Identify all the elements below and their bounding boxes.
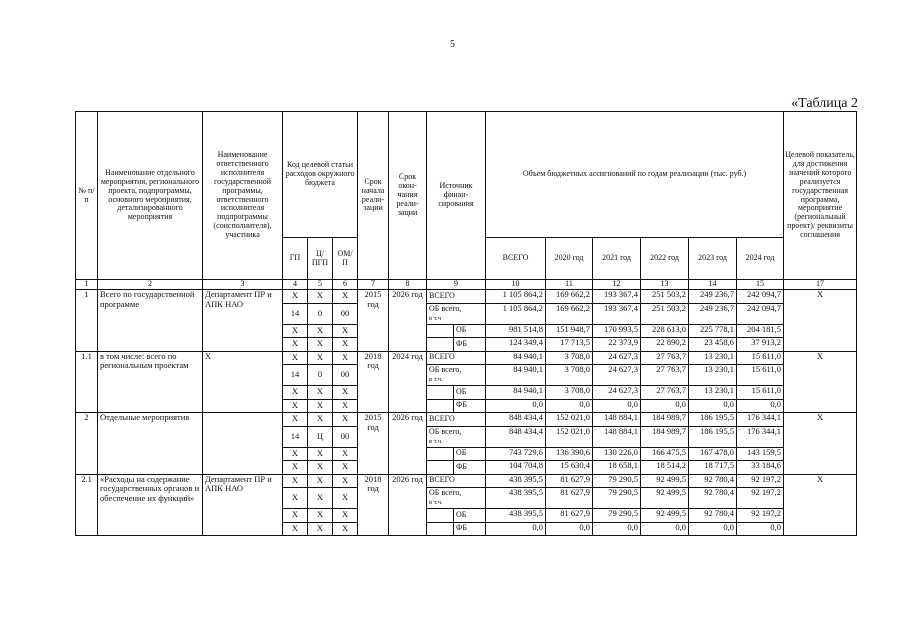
value-cell: 1 105 864,2 [486, 303, 546, 324]
row-name-cell: в том числе: всего по региональным проектам [98, 351, 203, 413]
header-end: Срок окон-чания реали-зации [389, 112, 427, 280]
end-year-cell: 2026 год [389, 474, 427, 536]
column-number: 11 [546, 280, 593, 290]
source-cell: ОБ [454, 324, 486, 338]
column-number: 6 [333, 280, 358, 290]
value-cell: 3 708,0 [546, 365, 593, 386]
code-om-cell: 00 [333, 303, 358, 324]
value-cell: 84 940,1 [486, 365, 546, 386]
header-start: Срок начала реали-зации [358, 112, 389, 280]
column-number: 8 [389, 280, 427, 290]
column-number: 17 [784, 280, 857, 290]
code-c-cell: Х [308, 324, 333, 338]
value-cell: 166 475,5 [641, 447, 689, 461]
value-cell: 249 236,7 [689, 290, 737, 304]
code-gp-cell: Х [283, 447, 308, 461]
row-executor-cell: Департамент ПР и АПК НАО [203, 474, 283, 536]
code-c-cell: Х [308, 290, 333, 304]
source-cell [427, 488, 486, 509]
value-cell: 18 658,1 [593, 461, 641, 475]
header-code-om: ОМ/ П [333, 238, 358, 280]
source-indent-cell [427, 509, 454, 523]
value-cell: 81 627,9 [546, 509, 593, 523]
code-gp-cell: Х [283, 461, 308, 475]
code-gp-cell: Х [283, 399, 308, 413]
value-cell: 148 884,1 [593, 426, 641, 447]
value-cell: 981 514,8 [486, 324, 546, 338]
start-year-cell: 2015 год [358, 290, 389, 352]
header-year-2020: 2020 год [546, 238, 593, 280]
code-om-cell: Х [333, 461, 358, 475]
value-cell: 18 717,5 [689, 461, 737, 475]
value-cell: 152 021,0 [546, 426, 593, 447]
value-cell: 22 373,9 [593, 338, 641, 352]
code-gp-cell: Х [283, 474, 308, 488]
code-c-cell: Х [308, 447, 333, 461]
code-om-cell: 00 [333, 426, 358, 447]
value-cell: 92 780,4 [689, 488, 737, 509]
header-code-gp: ГП [283, 238, 308, 280]
value-cell: 130 226,0 [593, 447, 641, 461]
budget-table [75, 111, 857, 536]
value-cell: 743 729,6 [486, 447, 546, 461]
column-number: 4 [283, 280, 308, 290]
row-number-cell: 1 [76, 290, 98, 352]
value-cell: 13 230,1 [689, 386, 737, 400]
header-year-2021: 2021 год [593, 238, 641, 280]
header-code-c: Ц/ ПГП [308, 238, 333, 280]
row-name-cell: «Расходы на содержание государственных органов и обеспечение их функций» [98, 474, 203, 536]
value-cell: 438 395,5 [486, 488, 546, 509]
value-cell: 0,0 [689, 522, 737, 536]
row-executor-cell: Х [203, 351, 283, 413]
code-gp-cell: 14 [283, 365, 308, 386]
value-cell: 92 499,5 [641, 509, 689, 523]
source-cell [427, 351, 486, 365]
source-sublabel: в т.ч. [429, 499, 443, 506]
value-cell: 0,0 [593, 399, 641, 413]
value-cell: 170 993,5 [593, 324, 641, 338]
value-cell: 84 940,1 [486, 351, 546, 365]
row-executor-cell: Департамент ПР и АПК НАО [203, 290, 283, 352]
row-number-cell: 2.1 [76, 474, 98, 536]
value-cell: 13 230,1 [689, 351, 737, 365]
value-cell: 184 989,7 [641, 426, 689, 447]
source-indent-cell [427, 461, 454, 475]
value-cell: 22 890,2 [641, 338, 689, 352]
value-cell: 23 458,6 [689, 338, 737, 352]
value-cell: 15 630,4 [546, 461, 593, 475]
value-cell: 92 780,4 [689, 509, 737, 523]
code-om-cell: Х [333, 399, 358, 413]
source-cell [427, 290, 486, 304]
code-om-cell: Х [333, 338, 358, 352]
value-cell: 92 499,5 [641, 488, 689, 509]
code-om-cell: Х [333, 474, 358, 488]
table-caption: «Таблица 2 [791, 96, 858, 111]
value-cell: 24 627,3 [593, 365, 641, 386]
value-cell: 79 290,5 [593, 509, 641, 523]
value-cell: 438 395,5 [486, 509, 546, 523]
end-year-cell: 2024 год [389, 351, 427, 413]
value-cell: 81 627,9 [546, 474, 593, 488]
source-label: ВСЕГО [429, 352, 455, 362]
code-gp-cell: Х [283, 509, 308, 523]
source-cell: ФБ [454, 461, 486, 475]
value-cell: 0,0 [737, 522, 784, 536]
code-gp-cell: Х [283, 290, 308, 304]
code-gp-cell: Х [283, 351, 308, 365]
end-year-cell: 2026 год [389, 413, 427, 475]
column-number: 15 [737, 280, 784, 290]
code-gp-cell: Х [283, 338, 308, 352]
header-code: Код целевой статьи расходов окружного бюджета [283, 112, 358, 238]
code-c-cell: Х [308, 399, 333, 413]
value-cell: 92 197,2 [737, 509, 784, 523]
header-year-2024: 2024 год [737, 238, 784, 280]
value-cell: 0,0 [641, 399, 689, 413]
value-cell: 13 230,1 [689, 365, 737, 386]
source-label: ВСЕГО [429, 475, 455, 485]
row-number-cell: 1.1 [76, 351, 98, 413]
source-cell [427, 365, 486, 386]
value-cell: 848 434,4 [486, 413, 546, 427]
value-cell: 186 195,5 [689, 426, 737, 447]
value-cell: 24 627,3 [593, 351, 641, 365]
source-cell [427, 303, 486, 324]
source-cell: ФБ [454, 522, 486, 536]
row-executor-cell [203, 413, 283, 475]
column-number: 10 [486, 280, 546, 290]
header-source: Источник финан-сирования [427, 112, 486, 280]
code-om-cell: Х [333, 324, 358, 338]
value-cell: 193 367,4 [593, 303, 641, 324]
source-cell: ОБ [454, 509, 486, 523]
value-cell: 242 094,7 [737, 290, 784, 304]
column-number: 2 [98, 280, 203, 290]
code-om-cell: Х [333, 351, 358, 365]
value-cell: 204 181,5 [737, 324, 784, 338]
value-cell: 79 290,5 [593, 474, 641, 488]
column-number-row [76, 280, 857, 290]
code-om-cell: Х [333, 386, 358, 400]
code-c-cell: Х [308, 509, 333, 523]
source-indent-cell [427, 324, 454, 338]
source-cell [427, 426, 486, 447]
source-indent-cell [427, 447, 454, 461]
source-indent-cell [427, 386, 454, 400]
value-cell: 193 367,4 [593, 290, 641, 304]
source-cell [427, 474, 486, 488]
value-cell: 27 763,7 [641, 365, 689, 386]
table-body [76, 290, 857, 536]
table-row [76, 413, 857, 427]
value-cell: 0,0 [593, 522, 641, 536]
code-c-cell: Х [308, 413, 333, 427]
source-label: ОБ всего, [429, 426, 462, 436]
value-cell: 3 708,0 [546, 351, 593, 365]
source-indent-cell [427, 522, 454, 536]
code-om-cell: Х [333, 488, 358, 509]
value-cell: 81 627,9 [546, 488, 593, 509]
column-number: 5 [308, 280, 333, 290]
value-cell: 27 763,7 [641, 386, 689, 400]
table-row [76, 351, 857, 365]
code-om-cell: Х [333, 447, 358, 461]
source-cell [427, 413, 486, 427]
code-c-cell: Х [308, 474, 333, 488]
value-cell: 848 434,4 [486, 426, 546, 447]
value-cell: 169 662,2 [546, 290, 593, 304]
value-cell: 104 704,8 [486, 461, 546, 475]
value-cell: 176 344,1 [737, 426, 784, 447]
value-cell: 84 940,1 [486, 386, 546, 400]
code-c-cell: Х [308, 522, 333, 536]
code-c-cell: Х [308, 461, 333, 475]
code-c-cell: 0 [308, 303, 333, 324]
value-cell: 24 627,3 [593, 386, 641, 400]
source-cell: ОБ [454, 447, 486, 461]
source-cell: ОБ [454, 386, 486, 400]
code-om-cell: Х [333, 509, 358, 523]
source-label: ОБ всего, [429, 365, 462, 375]
column-number: 1 [76, 280, 98, 290]
source-sublabel: в т.ч. [429, 437, 443, 445]
value-cell: 79 290,5 [593, 488, 641, 509]
value-cell: 0,0 [486, 522, 546, 536]
value-cell: 92 197,2 [737, 488, 784, 509]
start-year-cell: 2018 год [358, 351, 389, 413]
value-cell: 148 884,1 [593, 413, 641, 427]
value-cell: 124 349,4 [486, 338, 546, 352]
column-number: 3 [203, 280, 283, 290]
value-cell: 0,0 [641, 522, 689, 536]
value-cell: 251 503,2 [641, 303, 689, 324]
code-gp-cell: Х [283, 522, 308, 536]
source-label: ОБ всего, [429, 488, 462, 498]
value-cell: 37 913,2 [737, 338, 784, 352]
code-gp-cell: Х [283, 413, 308, 427]
code-c-cell: Ц [308, 426, 333, 447]
code-gp-cell: Х [283, 386, 308, 400]
value-cell: 242 094,7 [737, 303, 784, 324]
row-number-cell: 2 [76, 413, 98, 475]
table-row [76, 290, 857, 304]
code-om-cell: Х [333, 522, 358, 536]
value-cell: 152 021,0 [546, 413, 593, 427]
value-cell: 167 478,0 [689, 447, 737, 461]
table-row [76, 474, 857, 488]
value-cell: 249 236,7 [689, 303, 737, 324]
value-cell: 136 390,6 [546, 447, 593, 461]
code-gp-cell: Х [283, 488, 308, 509]
column-number: 9 [427, 280, 486, 290]
value-cell: 143 159,5 [737, 447, 784, 461]
start-year-cell: 2018 год [358, 474, 389, 536]
value-cell: 251 503,2 [641, 290, 689, 304]
header-total: ВСЕГО [486, 238, 546, 280]
value-cell: 186 195,5 [689, 413, 737, 427]
value-cell: 0,0 [486, 399, 546, 413]
value-cell: 0,0 [546, 522, 593, 536]
header-name: Наименование отдельного мероприятия, регионального проекта, подпрограммы, основного мероприятия, детализированного мероприятия [98, 112, 203, 280]
source-cell: ФБ [454, 399, 486, 413]
source-label: ВСЕГО [429, 290, 455, 300]
header-volume: Объем бюджетных ассигнований по годам реализации (тыс. руб.) [486, 112, 784, 238]
code-om-cell: 00 [333, 365, 358, 386]
value-cell: 225 778,1 [689, 324, 737, 338]
value-cell: 151 948,7 [546, 324, 593, 338]
target-cell: Х [784, 474, 857, 536]
value-cell: 228 613,0 [641, 324, 689, 338]
code-c-cell: Х [308, 338, 333, 352]
value-cell: 27 763,7 [641, 351, 689, 365]
source-label: ВСЕГО [429, 413, 455, 423]
value-cell: 92 197,2 [737, 474, 784, 488]
header-executor: Наименование ответственного исполнителя государственной программы, ответственного исполнителя подпрограммы (соисполнителя), участника [203, 112, 283, 280]
column-number: 12 [593, 280, 641, 290]
target-cell: Х [784, 413, 857, 475]
value-cell: 0,0 [546, 399, 593, 413]
value-cell: 15 611,0 [737, 351, 784, 365]
header-year-2022: 2022 год [641, 238, 689, 280]
source-sublabel: в т.ч. [429, 376, 443, 383]
column-number: 13 [641, 280, 689, 290]
code-c-cell: Х [308, 386, 333, 400]
value-cell: 184 989,7 [641, 413, 689, 427]
source-label: ОБ всего, [429, 303, 462, 313]
column-number: 7 [358, 280, 389, 290]
value-cell: 92 780,4 [689, 474, 737, 488]
source-cell: ФБ [454, 338, 486, 352]
header-number: № п/п [76, 112, 98, 280]
value-cell: 1 105 864,2 [486, 290, 546, 304]
row-name-cell: Отдельные мероприятия [98, 413, 203, 475]
value-cell: 176 344,1 [737, 413, 784, 427]
value-cell: 15 611,0 [737, 365, 784, 386]
header-year-2023: 2023 год [689, 238, 737, 280]
value-cell: 33 184,6 [737, 461, 784, 475]
header-target: Целевой показатель, для достижения значений которого реализуется государственная программа, мероприятие (региональный проект)/ реквизиты соглашения [784, 112, 857, 280]
value-cell: 17 713,5 [546, 338, 593, 352]
target-cell: Х [784, 290, 857, 352]
source-indent-cell [427, 338, 454, 352]
page-number: 5 [450, 39, 455, 50]
code-gp-cell: 14 [283, 303, 308, 324]
code-gp-cell: Х [283, 324, 308, 338]
value-cell: 0,0 [737, 399, 784, 413]
code-c-cell: 0 [308, 365, 333, 386]
row-name-cell: Всего по государственной программе [98, 290, 203, 352]
value-cell: 169 662,2 [546, 303, 593, 324]
code-gp-cell: 14 [283, 426, 308, 447]
value-cell: 18 514,2 [641, 461, 689, 475]
code-om-cell: Х [333, 413, 358, 427]
source-sublabel: в т.ч [429, 314, 441, 322]
target-cell: Х [784, 351, 857, 413]
end-year-cell: 2026 год [389, 290, 427, 352]
start-year-cell: 2015 год [358, 413, 389, 475]
column-number: 14 [689, 280, 737, 290]
value-cell: 92 499,5 [641, 474, 689, 488]
code-om-cell: Х [333, 290, 358, 304]
value-cell: 0,0 [689, 399, 737, 413]
value-cell: 15 611,0 [737, 386, 784, 400]
source-indent-cell [427, 399, 454, 413]
code-c-cell: Х [308, 488, 333, 509]
value-cell: 3 708,0 [546, 386, 593, 400]
value-cell: 438 395,5 [486, 474, 546, 488]
code-c-cell: Х [308, 351, 333, 365]
